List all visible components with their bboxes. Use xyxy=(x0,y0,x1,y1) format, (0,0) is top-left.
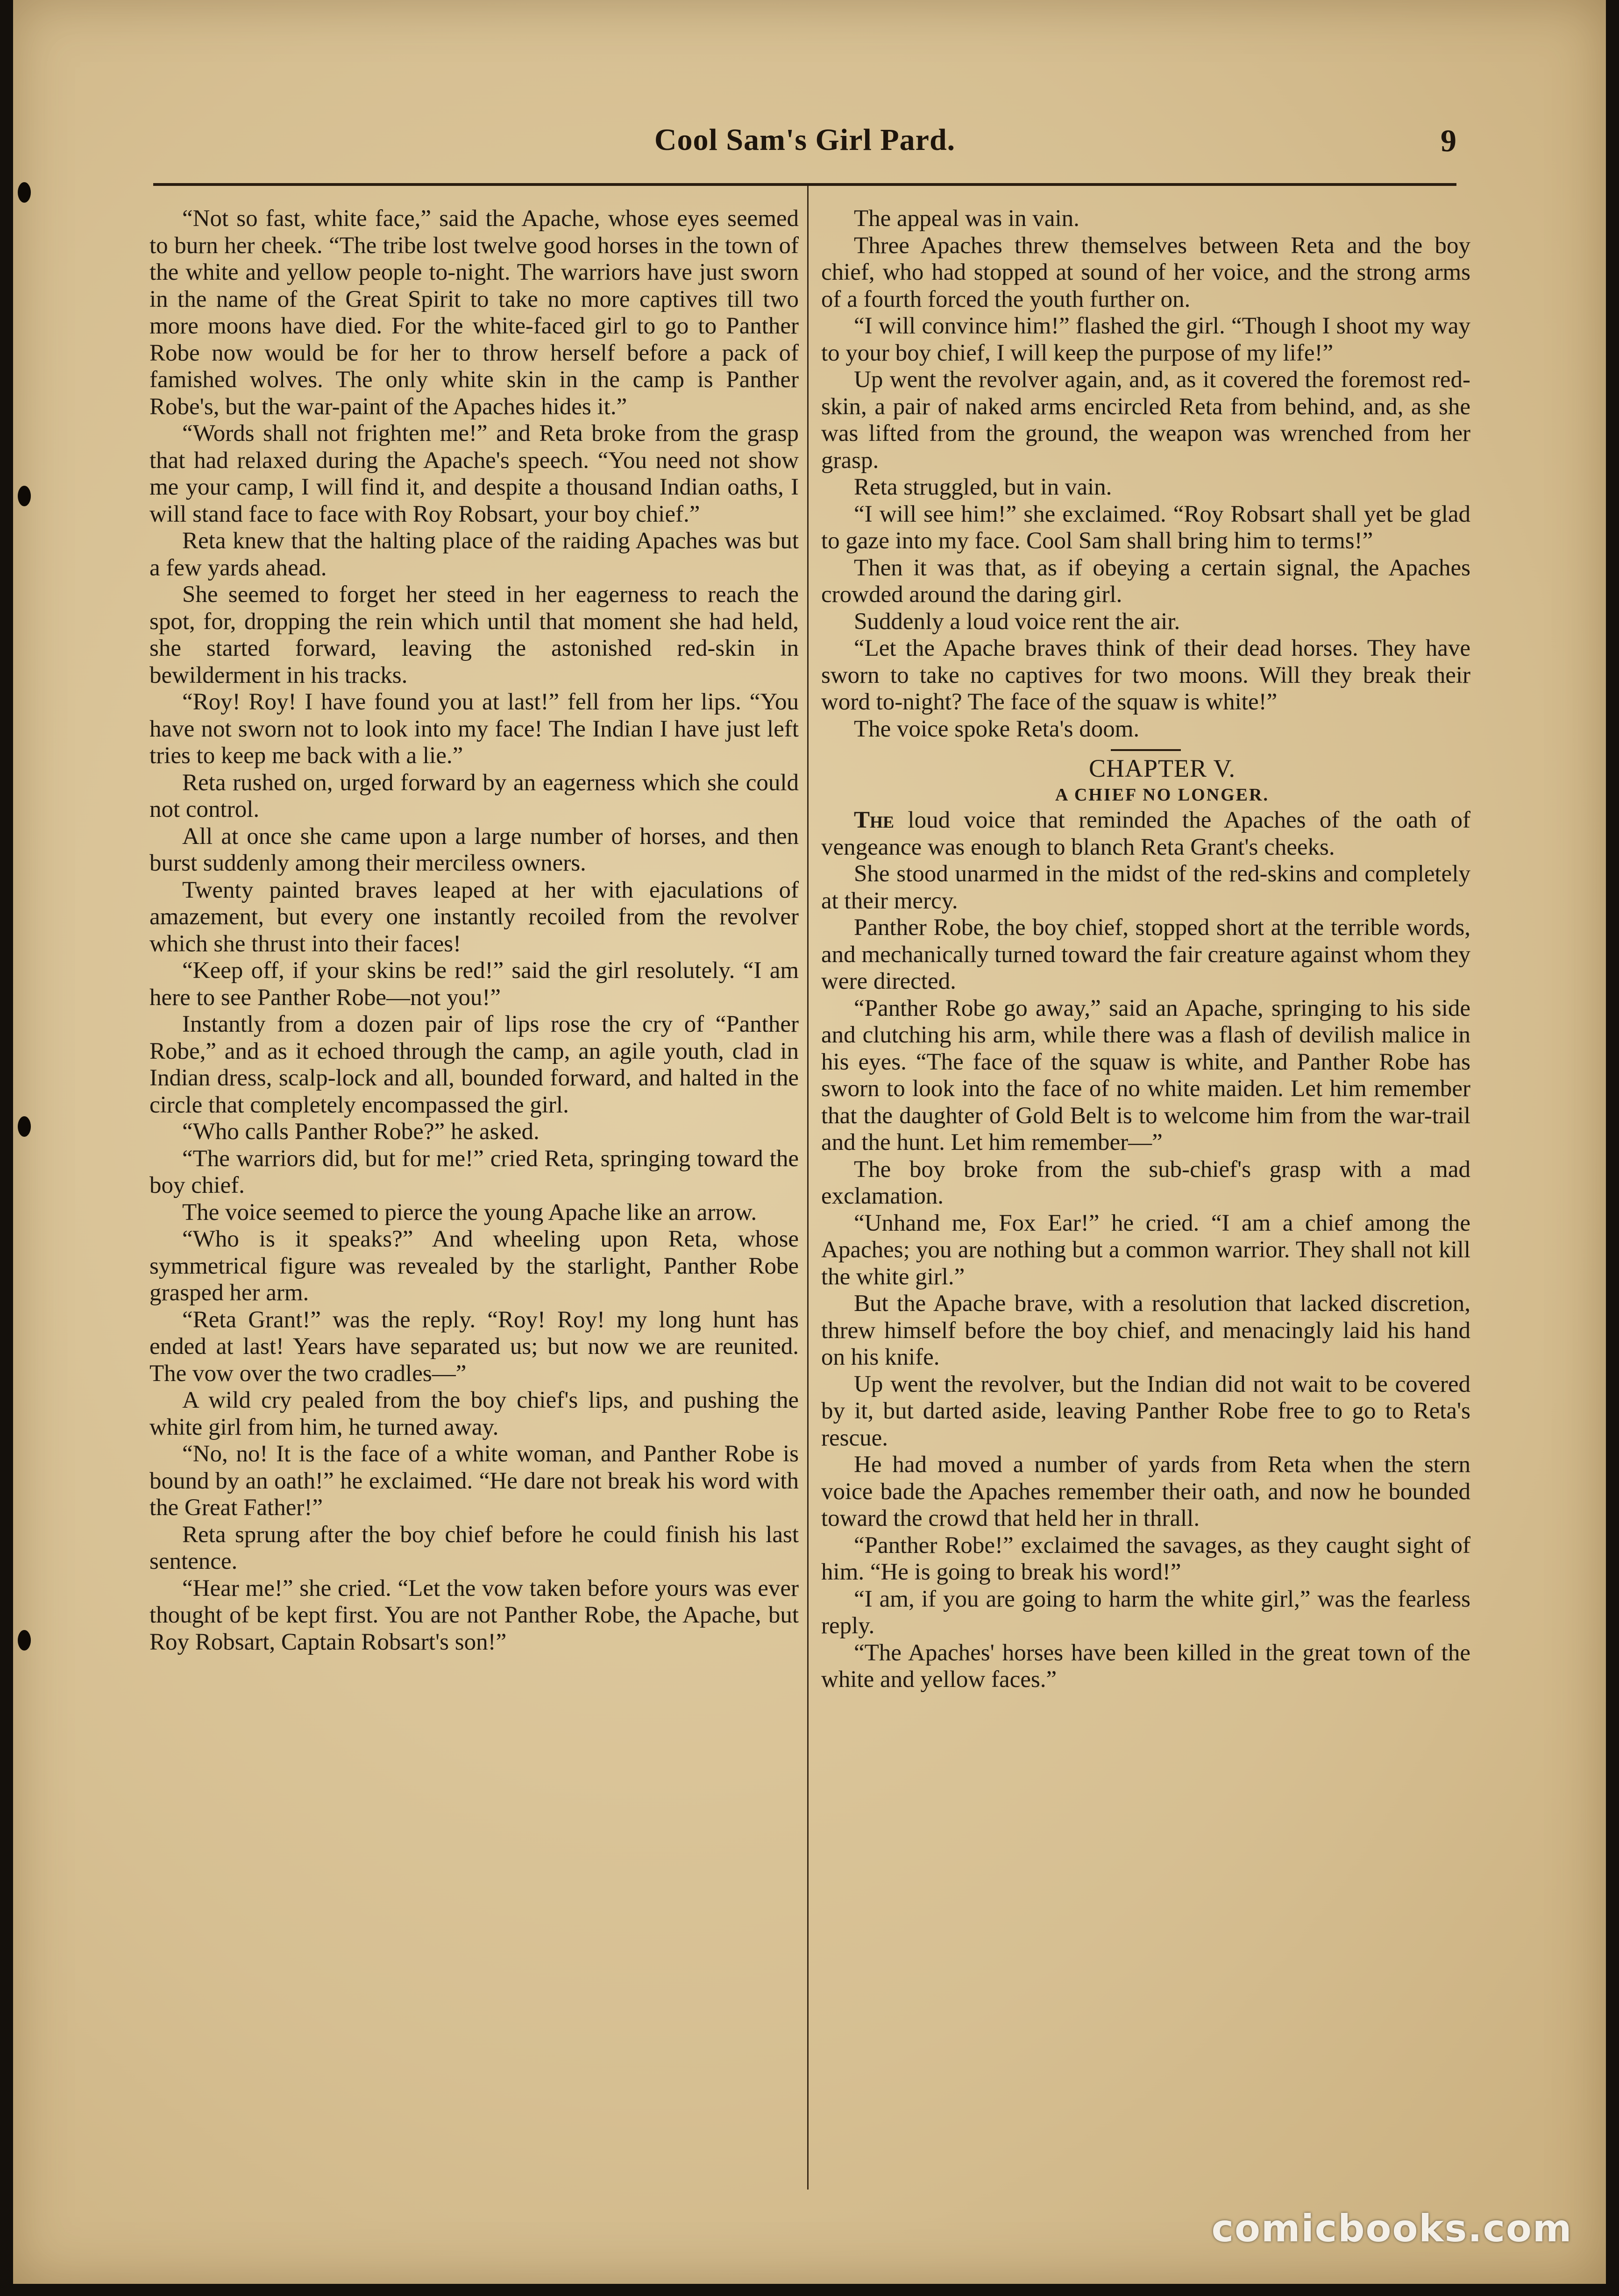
paragraph: “Unhand me, Fox Ear!” he cried. “I am a chief among the Apaches; you are nothing but a common warrior. They shall not kill the white girl.” xyxy=(821,1210,1470,1290)
column-divider xyxy=(807,186,809,2190)
right-column xyxy=(821,206,1470,1694)
paragraph: “Roy! Roy! I have found you at last!” fell from her lips. “You have not sworn not to look into my face! The Indian I have just left tries to keep me back with a lie.” xyxy=(149,689,799,769)
chapter-first-paragraph xyxy=(821,807,1470,861)
page-number: 9 xyxy=(1441,123,1456,158)
paragraph: “I am, if you are going to harm the white girl,” was the fearless reply. xyxy=(821,1586,1470,1639)
paragraph: Then it was that, as if obeying a certain signal, the Apaches crowded around the daring girl. xyxy=(821,554,1470,608)
paragraph: “Let the Apache braves think of their dead horses. They have sworn to take no captives for two moons. Will they break their word to-night? The face of the squaw is white!” xyxy=(821,635,1470,715)
binding-hole xyxy=(18,486,31,506)
paragraph: Suddenly a loud voice rent the air. xyxy=(854,608,1180,635)
paragraph: The appeal was in vain. xyxy=(854,206,1079,232)
paragraph: Panther Robe, the boy chief, stopped short at the terrible words, and mechanically turned toward the fair creature against whom they were directed. xyxy=(821,914,1470,994)
paragraph: “Who is it speaks?” And wheeling upon Reta, whose symmetrical figure was revealed by the starlight, Panther Robe grasped her arm. xyxy=(149,1226,799,1306)
chapter-rule xyxy=(1111,749,1181,751)
paragraph: “Panther Robe go away,” said an Apache, springing to his side and clutching his arm, while there was a flash of devilish malice in his eyes. “The face of the squaw is white, and Panther Robe has sworn to look into the face of no white maiden. Let him remember that the daughter of Gold Belt is to welcome him from the war-trail and the hunt. Let him remember—” xyxy=(821,995,1470,1155)
running-title: Cool Sam's Girl Pard. xyxy=(654,123,956,157)
paragraph: A wild cry pealed from the boy chief's lips, and pushing the white girl from him, he turned away. xyxy=(149,1387,799,1440)
header-rule xyxy=(153,183,1456,186)
paragraph: “I will convince him!” flashed the girl. “Though I shoot my way to your boy chief, I will keep the purpose of my life!” xyxy=(821,313,1470,366)
paragraph: He had moved a number of yards from Reta when the stern voice bade the Apaches remember their oath, and now he bounded toward the crowd that held her in thrall. xyxy=(821,1452,1470,1531)
binding-hole xyxy=(18,1116,31,1137)
paragraph: “The warriors did, but for me!” cried Reta, springing toward the boy chief. xyxy=(149,1145,799,1198)
site-watermark: comicbooks.com xyxy=(1211,2207,1573,2250)
paragraph: “No, no! It is the face of a white woman, and Panther Robe is bound by an oath!” he exclaimed. “He dare not break his word with the Great Father!” xyxy=(149,1441,799,1521)
paragraph: She seemed to forget her steed in her eagerness to reach the spot, for, dropping the rein which until that moment she had held, she started forward, leaving the astonished red-skin in bewilderment in his tracks. xyxy=(149,581,799,688)
paragraph: “The Apaches' horses have been killed in the great town of the white and yellow faces.” xyxy=(821,1639,1470,1693)
paragraph: But the Apache brave, with a resolution that lacked discretion, threw himself before the boy chief, and menacingly laid his hand on his knife. xyxy=(821,1290,1470,1370)
paragraph: “Words shall not frighten me!” and Reta broke from the grasp that had relaxed during the Apache's speech. “You need not show me your camp, I will find it, and despite a thousand Indian oaths, I will stand face to face with Roy Robsart, your boy chief.” xyxy=(149,420,799,527)
paragraph: Reta struggled, but in vain. xyxy=(854,474,1112,500)
paragraph: All at once she came upon a large number of horses, and then burst suddenly among their merciless owners. xyxy=(149,823,799,876)
paragraph: Twenty painted braves leaped at her with ejaculations of amazement, but every one instantly recoiled from the revolver which she thrust into their faces! xyxy=(149,877,799,957)
left-column xyxy=(149,206,799,1656)
paragraph: The voice spoke Reta's doom. xyxy=(854,716,1140,742)
paragraph: Reta rushed on, urged forward by an eagerness which she could not control. xyxy=(149,769,799,822)
paragraph: Reta sprung after the boy chief before he could finish his last sentence. xyxy=(149,1521,799,1574)
paragraph: “Not so fast, white face,” said the Apache, whose eyes seemed to burn her cheek. “The tribe lost twelve good horses in the town of the white and yellow people to-night. The warriors have just sworn in the name of the Great Spirit to take no more captives till two more moons have died. For the white-faced girl to go to Panther Robe now would be for her to throw herself before a pack of famished wolves. The only white skin in the camp is Panther Robe's, but the war-paint of the Apaches hides it.” xyxy=(149,206,799,420)
paragraph: “Keep off, if your skins be red!” said the girl resolutely. “I am here to see Panther Robe—not you!” xyxy=(149,957,799,1011)
paragraph: She stood unarmed in the midst of the red-skins and completely at their mercy. xyxy=(821,861,1470,914)
paragraph: “Hear me!” she cried. “Let the vow taken before yours was ever thought of be kept first. You are not Panther Robe, the Apache, but Roy Robsart, Captain Robsart's son!” xyxy=(149,1575,799,1655)
paragraph: Instantly from a dozen pair of lips rose the cry of “Panther Robe,” and as it echoed through the camp, an agile youth, clad in Indian dress, scalp-lock and all, bounded forward, and halted in the circle that completely encompassed the girl. xyxy=(149,1011,799,1118)
paragraph: “Who calls Panther Robe?” he asked. xyxy=(182,1119,540,1145)
paragraph: The boy broke from the sub-chief's grasp with a mad exclamation. xyxy=(821,1156,1470,1209)
page-header xyxy=(153,122,1456,174)
paragraph: Three Apaches threw themselves between Reta and the boy chief, who had stopped at sound of her voice, and the strong arms of a fourth forced the youth further on. xyxy=(821,232,1470,312)
paragraph: Up went the revolver again, and, as it covered the foremost red-skin, a pair of naked arms encircled Reta from behind, and, as she was lifted from the ground, the weapon was wrenched from her grasp. xyxy=(821,367,1470,474)
chapter-heading: CHAPTER V. xyxy=(1088,754,1236,782)
paragraph: “I will see him!” she exclaimed. “Roy Robsart shall yet be glad to gaze into my face. Cool Sam shall bring him to terms!” xyxy=(821,501,1470,554)
binding-hole xyxy=(18,182,31,203)
chapter-first-paragraph-text: loud voice that reminded the Apaches of the oath of vengeance was enough to blanch Reta Grant's cheeks. xyxy=(821,807,1470,860)
paragraph: “Reta Grant!” was the reply. “Roy! Roy! my long hunt has ended at last! Years have separated us; but now we are reunited. The vow over the two cradles—” xyxy=(149,1306,799,1387)
book-page xyxy=(13,0,1606,2284)
binding-hole xyxy=(18,1630,31,1651)
paragraph: Reta knew that the halting place of the raiding Apaches was but a few yards ahead. xyxy=(149,528,799,581)
paragraph: The voice seemed to pierce the young Apache like an arrow. xyxy=(182,1199,757,1226)
chapter-lead-in: The xyxy=(854,807,895,833)
chapter-subtitle: A CHIEF NO LONGER. xyxy=(1055,785,1269,805)
paragraph: “Panther Robe!” exclaimed the savages, as they caught sight of him. “He is going to break his word!” xyxy=(821,1532,1470,1585)
paragraph: Up went the revolver, but the Indian did not wait to be covered by it, but darted aside, leaving Panther Robe free to go to Reta's rescue. xyxy=(821,1371,1470,1451)
